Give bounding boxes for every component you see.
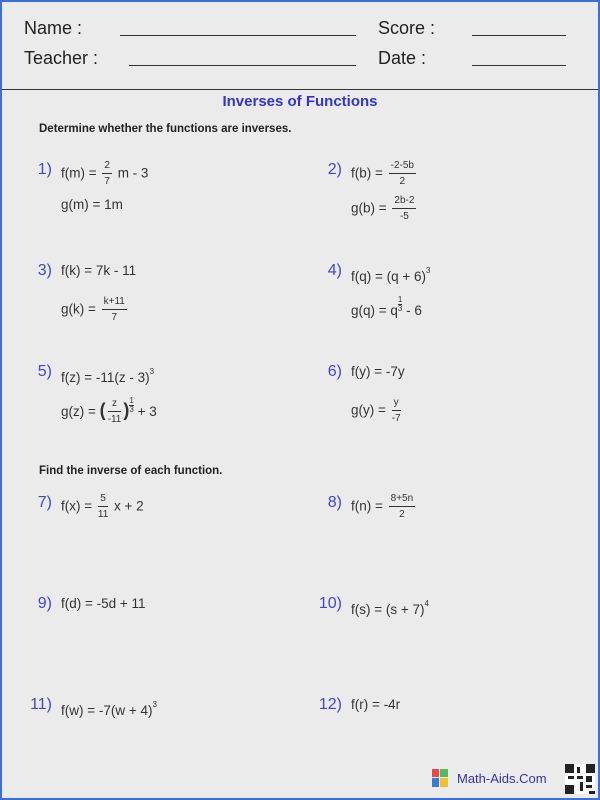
numerator: 1 (397, 295, 403, 304)
problem-number: 7) (37, 494, 52, 511)
problem-number: 2) (327, 161, 342, 178)
expression-text: f(w) = -7(w + 4) (61, 703, 153, 718)
problem (12, 493, 292, 563)
denominator: 7 (104, 176, 110, 187)
numerator: 2 (102, 160, 112, 174)
exponent: 4 (424, 599, 429, 608)
teacher-label: Teacher : (24, 48, 99, 68)
function-f (351, 594, 429, 620)
fraction (108, 398, 122, 426)
function-f (61, 695, 157, 721)
expression-text: g(z) = (61, 404, 100, 419)
problem (302, 160, 582, 230)
denominator: 2 (399, 176, 406, 187)
expression-text: f(z) = -11(z - 3) (61, 370, 150, 385)
problem (12, 160, 292, 230)
fraction (98, 493, 108, 521)
function-f (61, 493, 144, 521)
numerator: z (108, 398, 122, 412)
problem (302, 695, 582, 765)
denominator: -7 (391, 413, 401, 424)
function-g (61, 397, 157, 426)
expression-text: f(r) = -4r (351, 697, 401, 712)
denominator: 7 (111, 312, 118, 323)
numerator: k+11 (102, 296, 127, 310)
problem (12, 261, 292, 331)
score-label: Score : (378, 18, 436, 38)
function-g (61, 195, 123, 215)
worksheet-title: Inverses of Functions (222, 93, 378, 110)
denominator: 3 (129, 405, 134, 414)
expression-text: - 6 (402, 303, 422, 318)
expression-text: f(m) = (61, 165, 101, 181)
function-g (351, 296, 422, 321)
numerator: 8+5n (389, 493, 416, 507)
numerator: 1 (129, 396, 134, 405)
expression-text: m - 3 (113, 165, 149, 181)
section-2-instruction: Find the inverse of each function. (39, 465, 223, 477)
expression-text: g(q) = q (351, 303, 398, 318)
expression-text: f(x) = (61, 498, 96, 514)
function-f (351, 493, 417, 521)
problem-number: 10) (318, 595, 342, 612)
problem-number: 12) (318, 696, 342, 713)
problem (302, 594, 582, 664)
denominator: -11 (107, 414, 122, 426)
problem (302, 261, 582, 331)
fraction (392, 397, 401, 425)
fraction (102, 160, 112, 188)
function-f (61, 261, 136, 281)
problem (302, 493, 582, 563)
function-g (61, 296, 129, 324)
parenthesis: ) (123, 400, 130, 420)
section-1-instruction: Determine whether the functions are inverses. (39, 123, 292, 135)
numerator: y (392, 397, 401, 411)
denominator: -5 (399, 211, 409, 222)
fraction (389, 160, 416, 188)
expression-text: f(n) = (351, 498, 387, 514)
teacher-field-line[interactable] (129, 65, 356, 66)
header-divider (2, 89, 598, 90)
date-label: Date : (378, 48, 427, 68)
problem (12, 362, 292, 432)
problem (12, 594, 292, 664)
fraction (392, 195, 416, 223)
expression-text: + 3 (133, 404, 157, 419)
problem-number: 9) (37, 595, 52, 612)
function-f (351, 261, 430, 287)
math-aids-brand[interactable]: Math-Aids.Com (457, 771, 547, 786)
exponent: 3 (149, 367, 155, 376)
problem-number: 8) (327, 494, 342, 511)
function-f (351, 362, 405, 382)
problem-number: 3) (37, 262, 52, 279)
expression-text: x + 2 (110, 498, 144, 514)
fraction (389, 493, 416, 521)
denominator: 11 (97, 509, 109, 520)
name-field-line[interactable] (120, 35, 356, 36)
problem-number: 1) (37, 161, 52, 178)
expression-text: f(y) = -7y (351, 364, 405, 379)
numerator: 2b-2 (392, 195, 416, 209)
expression-text: f(k) = 7k - 11 (61, 263, 137, 278)
math-aids-logo-icon (432, 769, 448, 787)
denominator: 2 (399, 509, 405, 520)
function-f (351, 160, 418, 188)
problem-number: 11) (30, 696, 52, 713)
function-g (351, 397, 403, 425)
problem-number: 4) (327, 262, 342, 279)
qr-code-icon (565, 764, 595, 794)
denominator: 3 (397, 304, 403, 313)
expression-text: f(d) = -5d + 11 (61, 596, 146, 611)
score-field-line[interactable] (472, 35, 566, 36)
expression-text: f(q) = (q + 6) (351, 269, 427, 284)
problem (302, 362, 582, 432)
problem-number: 5) (37, 363, 52, 380)
function-f (351, 695, 400, 715)
exponent: 3 (152, 700, 157, 709)
problem-number: 6) (327, 363, 342, 380)
expression-text: g(m) = 1m (61, 197, 123, 212)
name-label: Name : (24, 18, 83, 38)
function-f (61, 160, 148, 188)
parenthesis: ( (99, 400, 106, 420)
expression-text: f(s) = (s + 7) (351, 602, 425, 617)
numerator: -2-5b (389, 160, 416, 174)
function-f (61, 362, 154, 388)
exponent: 3 (426, 266, 431, 275)
date-field-line[interactable] (472, 65, 566, 66)
expression-text: g(b) = (351, 200, 391, 216)
fraction (102, 296, 127, 324)
expression-text: f(b) = (351, 165, 387, 181)
function-f (61, 594, 146, 614)
function-g (351, 195, 418, 223)
numerator: 5 (98, 493, 108, 507)
expression-text: g(y) = (351, 402, 390, 418)
expression-text: g(k) = (61, 301, 100, 317)
problem (12, 695, 292, 765)
